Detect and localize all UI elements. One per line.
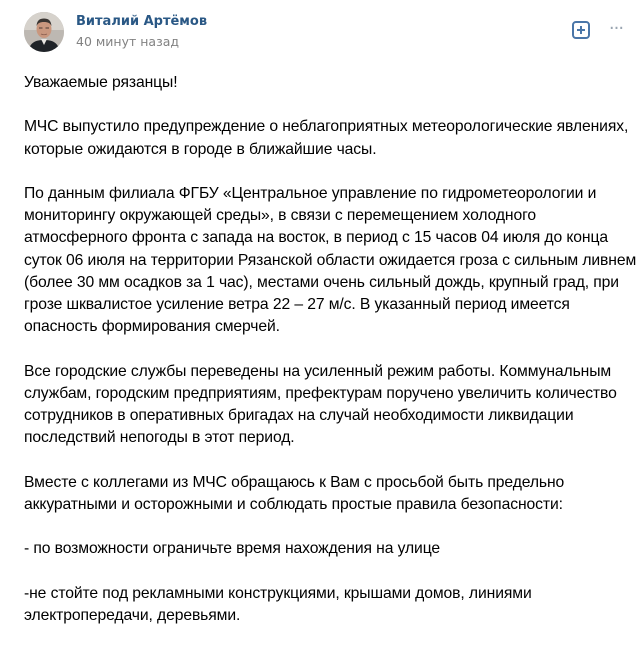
post-paragraph: Вместе с коллегами из МЧС обращаюсь к Вам с просьбой быть предельно аккуратными и осторожными и соблюдать простые правила безопасности: (24, 473, 565, 513)
post-paragraph: Уважаемые рязанцы! (24, 74, 178, 91)
post-paragraph: По данным филиала ФГБУ «Центральное управление по гидрометеорологии и мониторингу окружающей среды», в связи с перемещением холодного атмосферного фронта с запада на восток, в период с 15 часов 04 июля до конца суток 06 июля на территории Рязанской области ожидается гроза с сильным ливнем (более 30 мм осадков за 1 час), местами очень сильный дождь, крупный град, при грозе шквалистое усиление ветра 22 – 27 м/с. В указанный период имеется опасность формирования смерчей. (24, 184, 637, 336)
post-header (24, 12, 628, 56)
post-paragraph: -не стойте под рекламными конструкциями, крышами домов, линиями электропередачи, деревьями. (24, 584, 532, 624)
person-photo-icon (24, 12, 64, 52)
author-name[interactable]: Виталий Артёмов (76, 14, 208, 29)
plus-square-icon[interactable] (572, 21, 590, 39)
post-time[interactable]: 40 минут назад (76, 34, 180, 49)
more-horizontal-icon[interactable]: ··· (608, 18, 624, 39)
post-paragraph: Все городские службы переведены на усиленный режим работы. Коммунальным службам, городским предприятиям, префектурам поручено увеличить количество сотрудников в оперативных бригадах на случай необходимости ликвидации последствий непогоды в этот период. (24, 362, 617, 447)
post-paragraph: МЧС выпустило предупреждение о неблагоприятных метеорологические явлениях, которые ожидаются в городе в ближайшие часы. (24, 118, 629, 158)
author-avatar[interactable] (24, 12, 64, 52)
post-paragraph: - по возможности ограничьте время нахождения на улице (24, 540, 441, 558)
post-text (24, 72, 640, 649)
